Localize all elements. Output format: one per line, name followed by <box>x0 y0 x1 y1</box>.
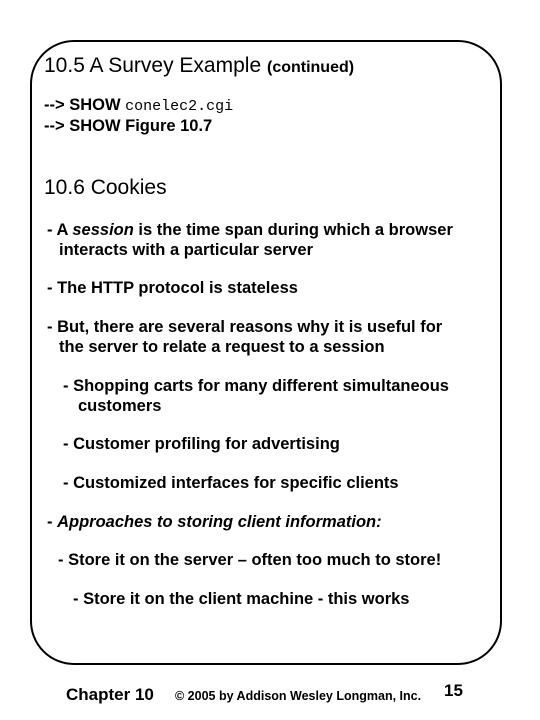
section-heading: 10.6 Cookies <box>44 176 167 199</box>
bullet-session-rest: is the time span during which a browser <box>133 221 453 239</box>
sub-bullet-shopping-line2: customers <box>78 397 162 415</box>
bullet-session-emphasis: session <box>72 221 134 239</box>
bullet-stateless: - The HTTP protocol is stateless <box>47 279 298 297</box>
footer-chapter: Chapter 10 <box>66 685 154 704</box>
bullet-reasons-line1: - But, there are several reasons why it is useful for <box>47 318 443 336</box>
bullet-reasons-line2: the server to relate a request to a session <box>59 338 385 356</box>
bullet-approaches <box>47 513 382 532</box>
bullet-approaches-emphasis: Approaches to storing client information: <box>57 513 382 531</box>
show-line-2 <box>44 117 212 136</box>
slide-title <box>44 54 354 78</box>
sub-bullet-interfaces: - Customized interfaces for specific clients <box>63 474 399 492</box>
approach-server: - Store it on the server – often too much to store! <box>58 551 442 569</box>
bullet-session <box>47 221 453 240</box>
page-number: 15 <box>444 681 463 700</box>
show-line-1-prefix: --> SHOW <box>44 96 126 114</box>
bullet-approaches-prefix: - <box>47 513 58 531</box>
show-line-1-code: conelec2.cgi <box>125 98 234 115</box>
bullet-session-prefix: - A <box>47 221 73 239</box>
show-line-2-prefix: --> SHOW Figure 10.7 <box>44 117 213 135</box>
bullet-session-line2: interacts with a particular server <box>59 241 314 259</box>
title-main: 10.5 A Survey Example <box>44 54 262 77</box>
footer-copyright: © 2005 by Addison Wesley Longman, Inc. <box>175 689 422 703</box>
title-suffix: (continued) <box>266 59 355 76</box>
sub-bullet-shopping-line1: - Shopping carts for many different simultaneous <box>63 377 449 395</box>
show-line-1 <box>44 96 233 115</box>
approach-client: - Store it on the client machine - this works <box>73 590 410 608</box>
sub-bullet-profiling: - Customer profiling for advertising <box>63 435 340 453</box>
